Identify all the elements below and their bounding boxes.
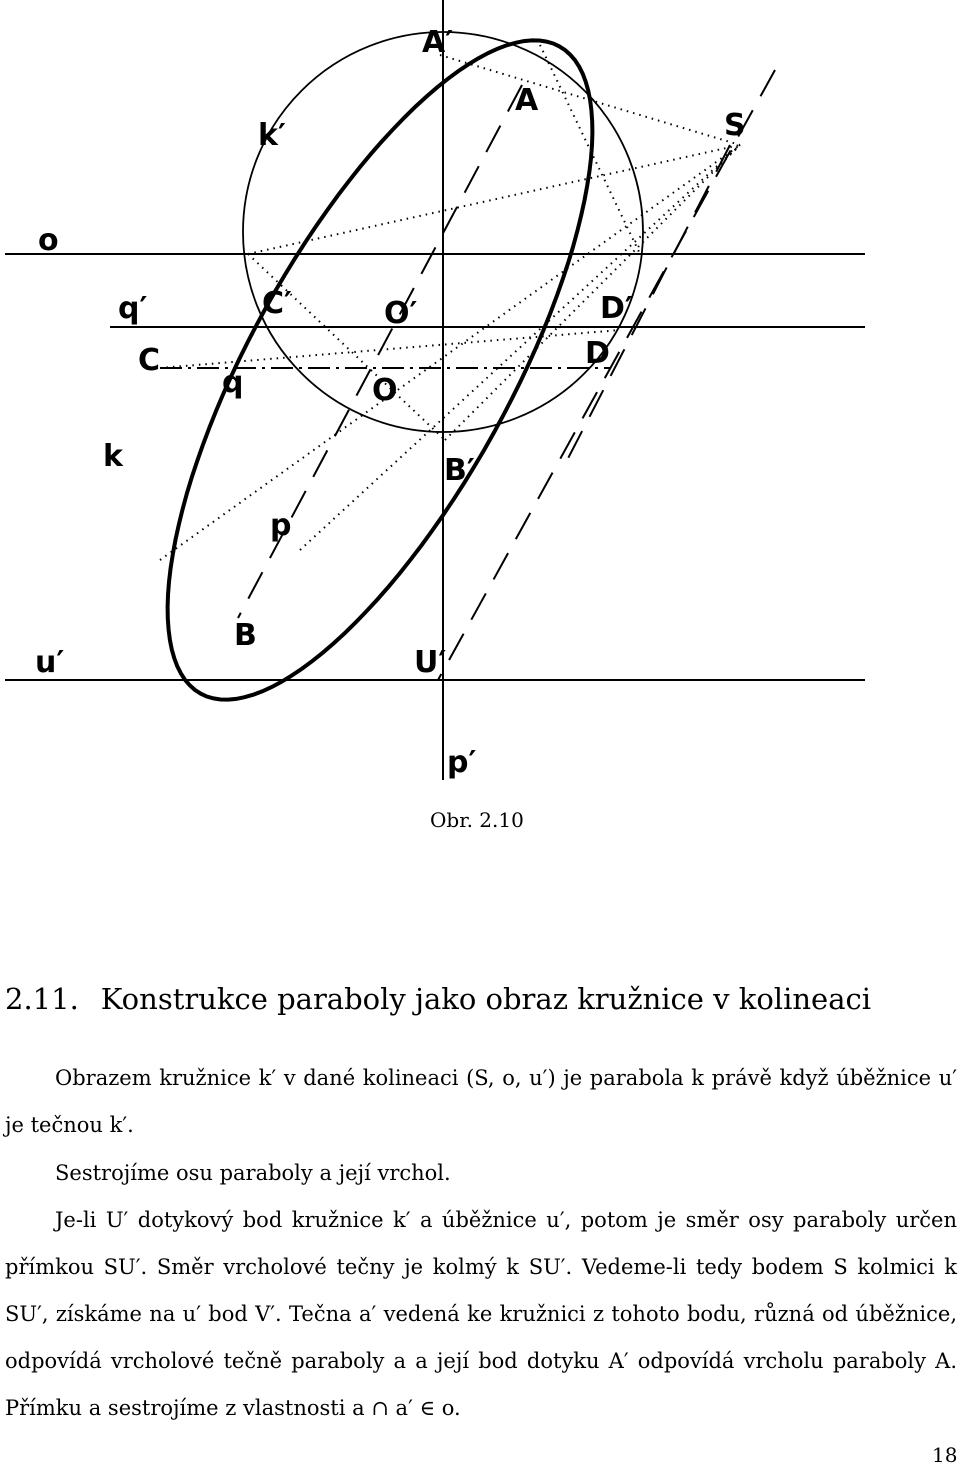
label-o: o: [38, 223, 59, 258]
line-tangent-a: [438, 70, 775, 680]
label-k-prime: k′: [258, 118, 286, 153]
page-number: 18: [932, 1443, 958, 1467]
label-q: q: [222, 365, 244, 400]
label-D: D: [585, 336, 610, 371]
label-S: S: [724, 108, 746, 143]
section-title: Konstrukce paraboly jako obraz kružnice v kolineaci: [100, 982, 871, 1016]
section-number: 2.11.: [5, 982, 79, 1016]
label-B: B: [234, 618, 257, 653]
section-heading: [5, 982, 871, 1016]
label-C-prime: C′: [262, 286, 292, 321]
label-A-prime: A′: [422, 25, 454, 60]
label-q-prime: q′: [118, 291, 148, 326]
label-A: A: [515, 83, 539, 118]
paragraph-3: Je-li U′ dotykový bod kružnice k′ a úběžnice u′, potom je směr osy paraboly určen přímkou SU′. Směr vrcholové tečny je kolmý k SU′. Vedeme-li tedy bodem S kolmici k SU′, získáme na u′ bod V′. Tečna a′ vedená ke kružnici z tohoto bodu, různá od úběžnice, odpovídá vrcholové tečně paraboly a a její bod dotyku A′ odpovídá vrcholu paraboly A. Přímku a sestrojíme z vlastnosti a ∩ a′ ∈ o.: [5, 1208, 957, 1420]
label-u-prime: u′: [35, 645, 65, 680]
paragraph-1: Obrazem kružnice k′ v dané kolineaci (S, o, u′) je parabola k právě když úběžnice u′ je tečnou k′.: [5, 1066, 957, 1137]
figure-caption: Obr. 2.10: [430, 808, 524, 832]
label-B-prime: B′: [444, 453, 475, 488]
label-U-prime: U′: [414, 645, 447, 680]
label-D-prime: D′: [600, 291, 633, 326]
label-C: C: [138, 343, 161, 378]
label-p-prime: p′: [447, 745, 477, 780]
label-O-prime: O′: [384, 296, 418, 331]
label-k: k: [103, 439, 123, 474]
paragraph-2: Sestrojíme osu paraboly a její vrchol.: [55, 1161, 451, 1185]
label-p: p: [270, 508, 292, 543]
label-O: O: [372, 373, 398, 408]
